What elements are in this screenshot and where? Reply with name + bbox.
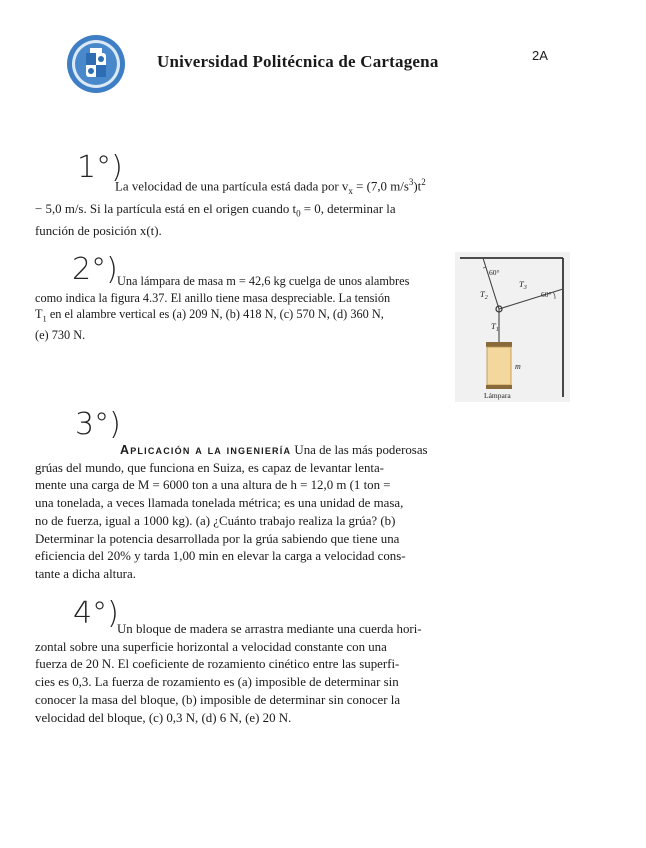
problem-1-number: 1°) <box>77 150 123 185</box>
mass-label: m <box>515 362 521 371</box>
svg-text:T3: $T_3$ <box>519 279 527 291</box>
angle-left-label: 60° <box>489 268 500 277</box>
problem-3-heading: Aplicación a la ingeniería <box>120 443 292 457</box>
svg-text:T2: $T_2$ <box>480 289 488 301</box>
t3-label: T <box>519 279 524 289</box>
university-name: Universidad Politécnica de Cartagena <box>157 52 439 71</box>
page-code: 2A <box>532 48 548 63</box>
figure-caption: Lámpara <box>484 391 511 400</box>
university-crest-icon <box>66 34 126 94</box>
problem-4-text: Un bloque de madera se arrastra mediante una cuerda hori- zontal sobre una superficie horizontal a velocidad constante con una fuerza de 20 N. El coeficiente de rozamiento cinético entre las superfi- cies es 0,3. La fuerza de rozamiento es (a) imposible de determinar sin conocer la masa del bloque, (b) imposible de determinar sin conocer la velocidad del bloque, (c) 0,3 N, (d) 6 N, (e) 20 N. <box>35 622 422 725</box>
t2-label: T <box>480 289 485 299</box>
t1-label: T <box>491 321 496 331</box>
problem-2-text: Una lámpara de masa m = 42,6 kg cuelga de unos alambres como indica la figura 4.37. El anillo tiene masa despreciable. La tensión $T_1$ en el alambre vertical es (a) 209 N, (b) 418 N, (c) 570 N, (d) 360 N, (e) 730 N. <box>35 274 410 343</box>
svg-text:T1: $T_1$ <box>491 321 499 333</box>
problem-3-number: 3°) <box>75 407 121 442</box>
problem-1-text: La velocidad de una partícula está dada por $v_x = (7,0$ $m/s^3)t^2$ − 5,0 m/s. Si la partícula está en el origen cuando $t_0 = 0$, determinar la función de posición x(t). <box>35 177 426 238</box>
problem-3-text: Aplicación a la ingeniería Una de las más poderosas grúas del mundo, que funciona en Suiza, es capaz de levantar lenta- mente una carga de M = 6000 ton a una altura de h = 12,0 m (1 ton = una tonelada, a veces llamada tonelada métrica; es una unidad de masa, no de fuerza, igual a 1000 kg). (a) ¿Cuánto trabajo realiza la grúa? (b) Determinar la potencia desarrollada por la grúa sabiendo que tiene una eficiencia del 20% y tarda 1,00 min en elevar la carga a velocidad cons- tante a dicha altura. <box>35 443 428 581</box>
problem-2-number: 2°) <box>72 252 118 287</box>
lamp-figure <box>455 252 570 402</box>
angle-right-label: 60° <box>541 290 552 299</box>
problem-4-number: 4°) <box>73 596 119 631</box>
